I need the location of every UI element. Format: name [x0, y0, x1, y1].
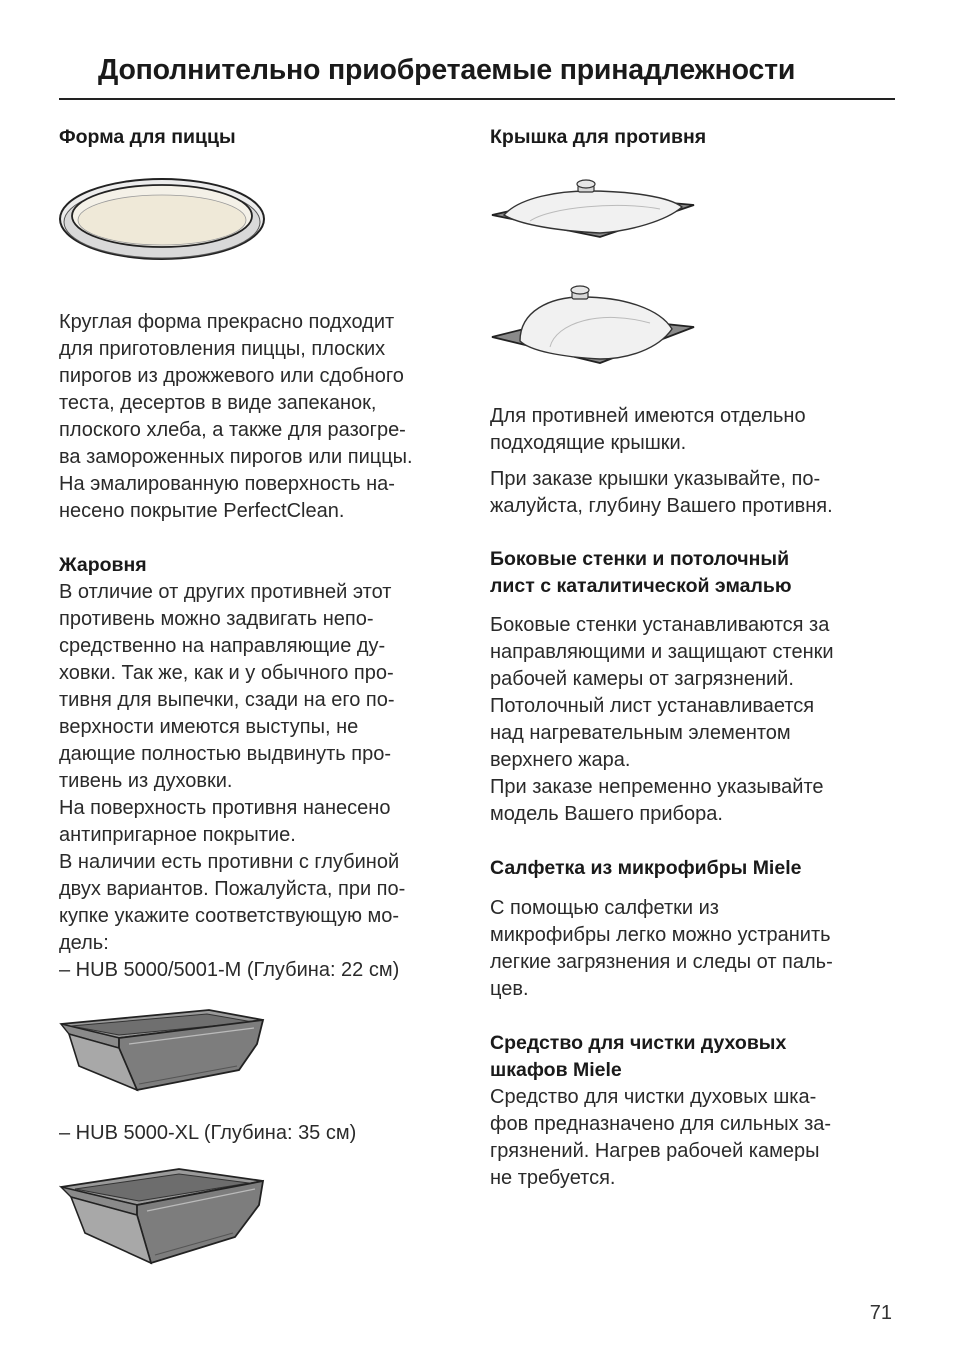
- roaster-variant-xl-wrap: [59, 1120, 464, 1147]
- pizza-pan-illustration: [59, 175, 269, 275]
- roaster-variant-xl: – HUB 5000-XL (Глубина: 35 см): [59, 1122, 357, 1144]
- text-line: Средство для чистки духовых шка-: [490, 1086, 817, 1108]
- roaster-heading: Жаровня: [59, 554, 147, 576]
- text-line: На эмалированную поверхность на-: [59, 473, 395, 495]
- microfiber-cloth-description: [490, 895, 900, 1003]
- text-line: цев.: [490, 978, 529, 1000]
- text-line: микрофибры легко можно устранить: [490, 924, 831, 946]
- text-line: антипригарное покрытие.: [59, 824, 296, 846]
- text-line: Боковые стенки устанавливаются за: [490, 614, 830, 636]
- text-line: подходящие крышки.: [490, 432, 687, 454]
- heading-line: Средство для чистки духовых: [490, 1032, 787, 1054]
- text-line: верхнего жара.: [490, 749, 631, 771]
- text-line: средственно на направляющие ду-: [59, 635, 386, 657]
- cover-heading: Крышка для противня: [490, 126, 707, 148]
- right-column: [490, 124, 900, 1192]
- oven-cleaner-description: [490, 1084, 900, 1192]
- text-line: При заказе крышки указывайте, по-: [490, 468, 821, 490]
- pizza-pan-heading: Форма для пиццы: [59, 126, 236, 148]
- domed-cover-illustration: [490, 283, 700, 383]
- catalytic-heading: [490, 546, 900, 600]
- text-line: В наличии есть противни с глубиной: [59, 851, 400, 873]
- heading-line: лист с каталитической эмалью: [490, 575, 792, 597]
- text-line: несено покрытие PerfectClean.: [59, 500, 345, 522]
- text-line: модель Вашего прибора.: [490, 803, 723, 825]
- roaster-35cm-illustration: [59, 1167, 269, 1267]
- roaster-variant-m: – HUB 5000/5001-M (Глубина: 22 см): [59, 959, 400, 981]
- text-line: плоского хлеба, а также для разогре-: [59, 419, 406, 441]
- text-line: тивень из духовки.: [59, 770, 233, 792]
- page-title: Дополнительно приобретаемые принадлежности: [98, 54, 796, 86]
- roaster-description: [59, 579, 464, 984]
- text-line: жалуйста, глубину Вашего противня.: [490, 495, 833, 517]
- text-line: Круглая форма прекрасно подходит: [59, 311, 395, 333]
- text-line: грязнений. Нагрев рабочей камеры: [490, 1140, 820, 1162]
- cover-description-1: [490, 403, 900, 457]
- text-line: дель:: [59, 932, 109, 954]
- text-line: для приготовления пиццы, плоских: [59, 338, 386, 360]
- text-line: противень можно задвигать непо-: [59, 608, 374, 630]
- catalytic-description: [490, 612, 900, 828]
- text-line: верхности имеются выступы, не: [59, 716, 359, 738]
- text-line: купке укажите соответствующую мо-: [59, 905, 400, 927]
- shallow-cover-illustration: [490, 177, 700, 257]
- text-line: тивня для выпечки, сзади на его по-: [59, 689, 395, 711]
- text-line: направляющими и защищают стенки: [490, 641, 834, 663]
- microfiber-cloth-heading: Салфетка из микрофибры Miele: [490, 857, 802, 879]
- text-line: ва замороженных пирогов или пиццы.: [59, 446, 413, 468]
- text-line: теста, десертов в виде запеканок,: [59, 392, 377, 414]
- title-divider: [59, 98, 895, 100]
- left-column: [59, 124, 464, 1267]
- text-line: Потолочный лист устанавливается: [490, 695, 815, 717]
- text-line: В отличие от других противней этот: [59, 581, 392, 603]
- pizza-pan-description: [59, 309, 464, 525]
- roaster-22cm-illustration: [59, 1008, 269, 1098]
- cover-description-2: [490, 466, 900, 520]
- text-line: пирогов из дрожжевого или сдобного: [59, 365, 404, 387]
- text-line: С помощью салфетки из: [490, 897, 719, 919]
- heading-line: шкафов Miele: [490, 1059, 622, 1081]
- text-line: На поверхность противня нанесено: [59, 797, 391, 819]
- heading-line: Боковые стенки и потолочный: [490, 548, 790, 570]
- text-line: ховки. Так же, как и у обычного про-: [59, 662, 394, 684]
- text-line: Для противней имеются отдельно: [490, 405, 806, 427]
- oven-cleaner-heading: [490, 1030, 900, 1084]
- text-line: рабочей камеры от загрязнений.: [490, 668, 794, 690]
- text-line: над нагревательным элементом: [490, 722, 791, 744]
- text-line: не требуется.: [490, 1167, 616, 1189]
- text-line: дающие полностью выдвинуть про-: [59, 743, 391, 765]
- text-line: двух вариантов. Пожалуйста, при по-: [59, 878, 406, 900]
- text-line: фов предназначено для сильных за-: [490, 1113, 832, 1135]
- text-line: При заказе непременно указывайте: [490, 776, 824, 798]
- text-line: легкие загрязнения и следы от паль-: [490, 951, 833, 973]
- page-number: 71: [869, 1302, 892, 1324]
